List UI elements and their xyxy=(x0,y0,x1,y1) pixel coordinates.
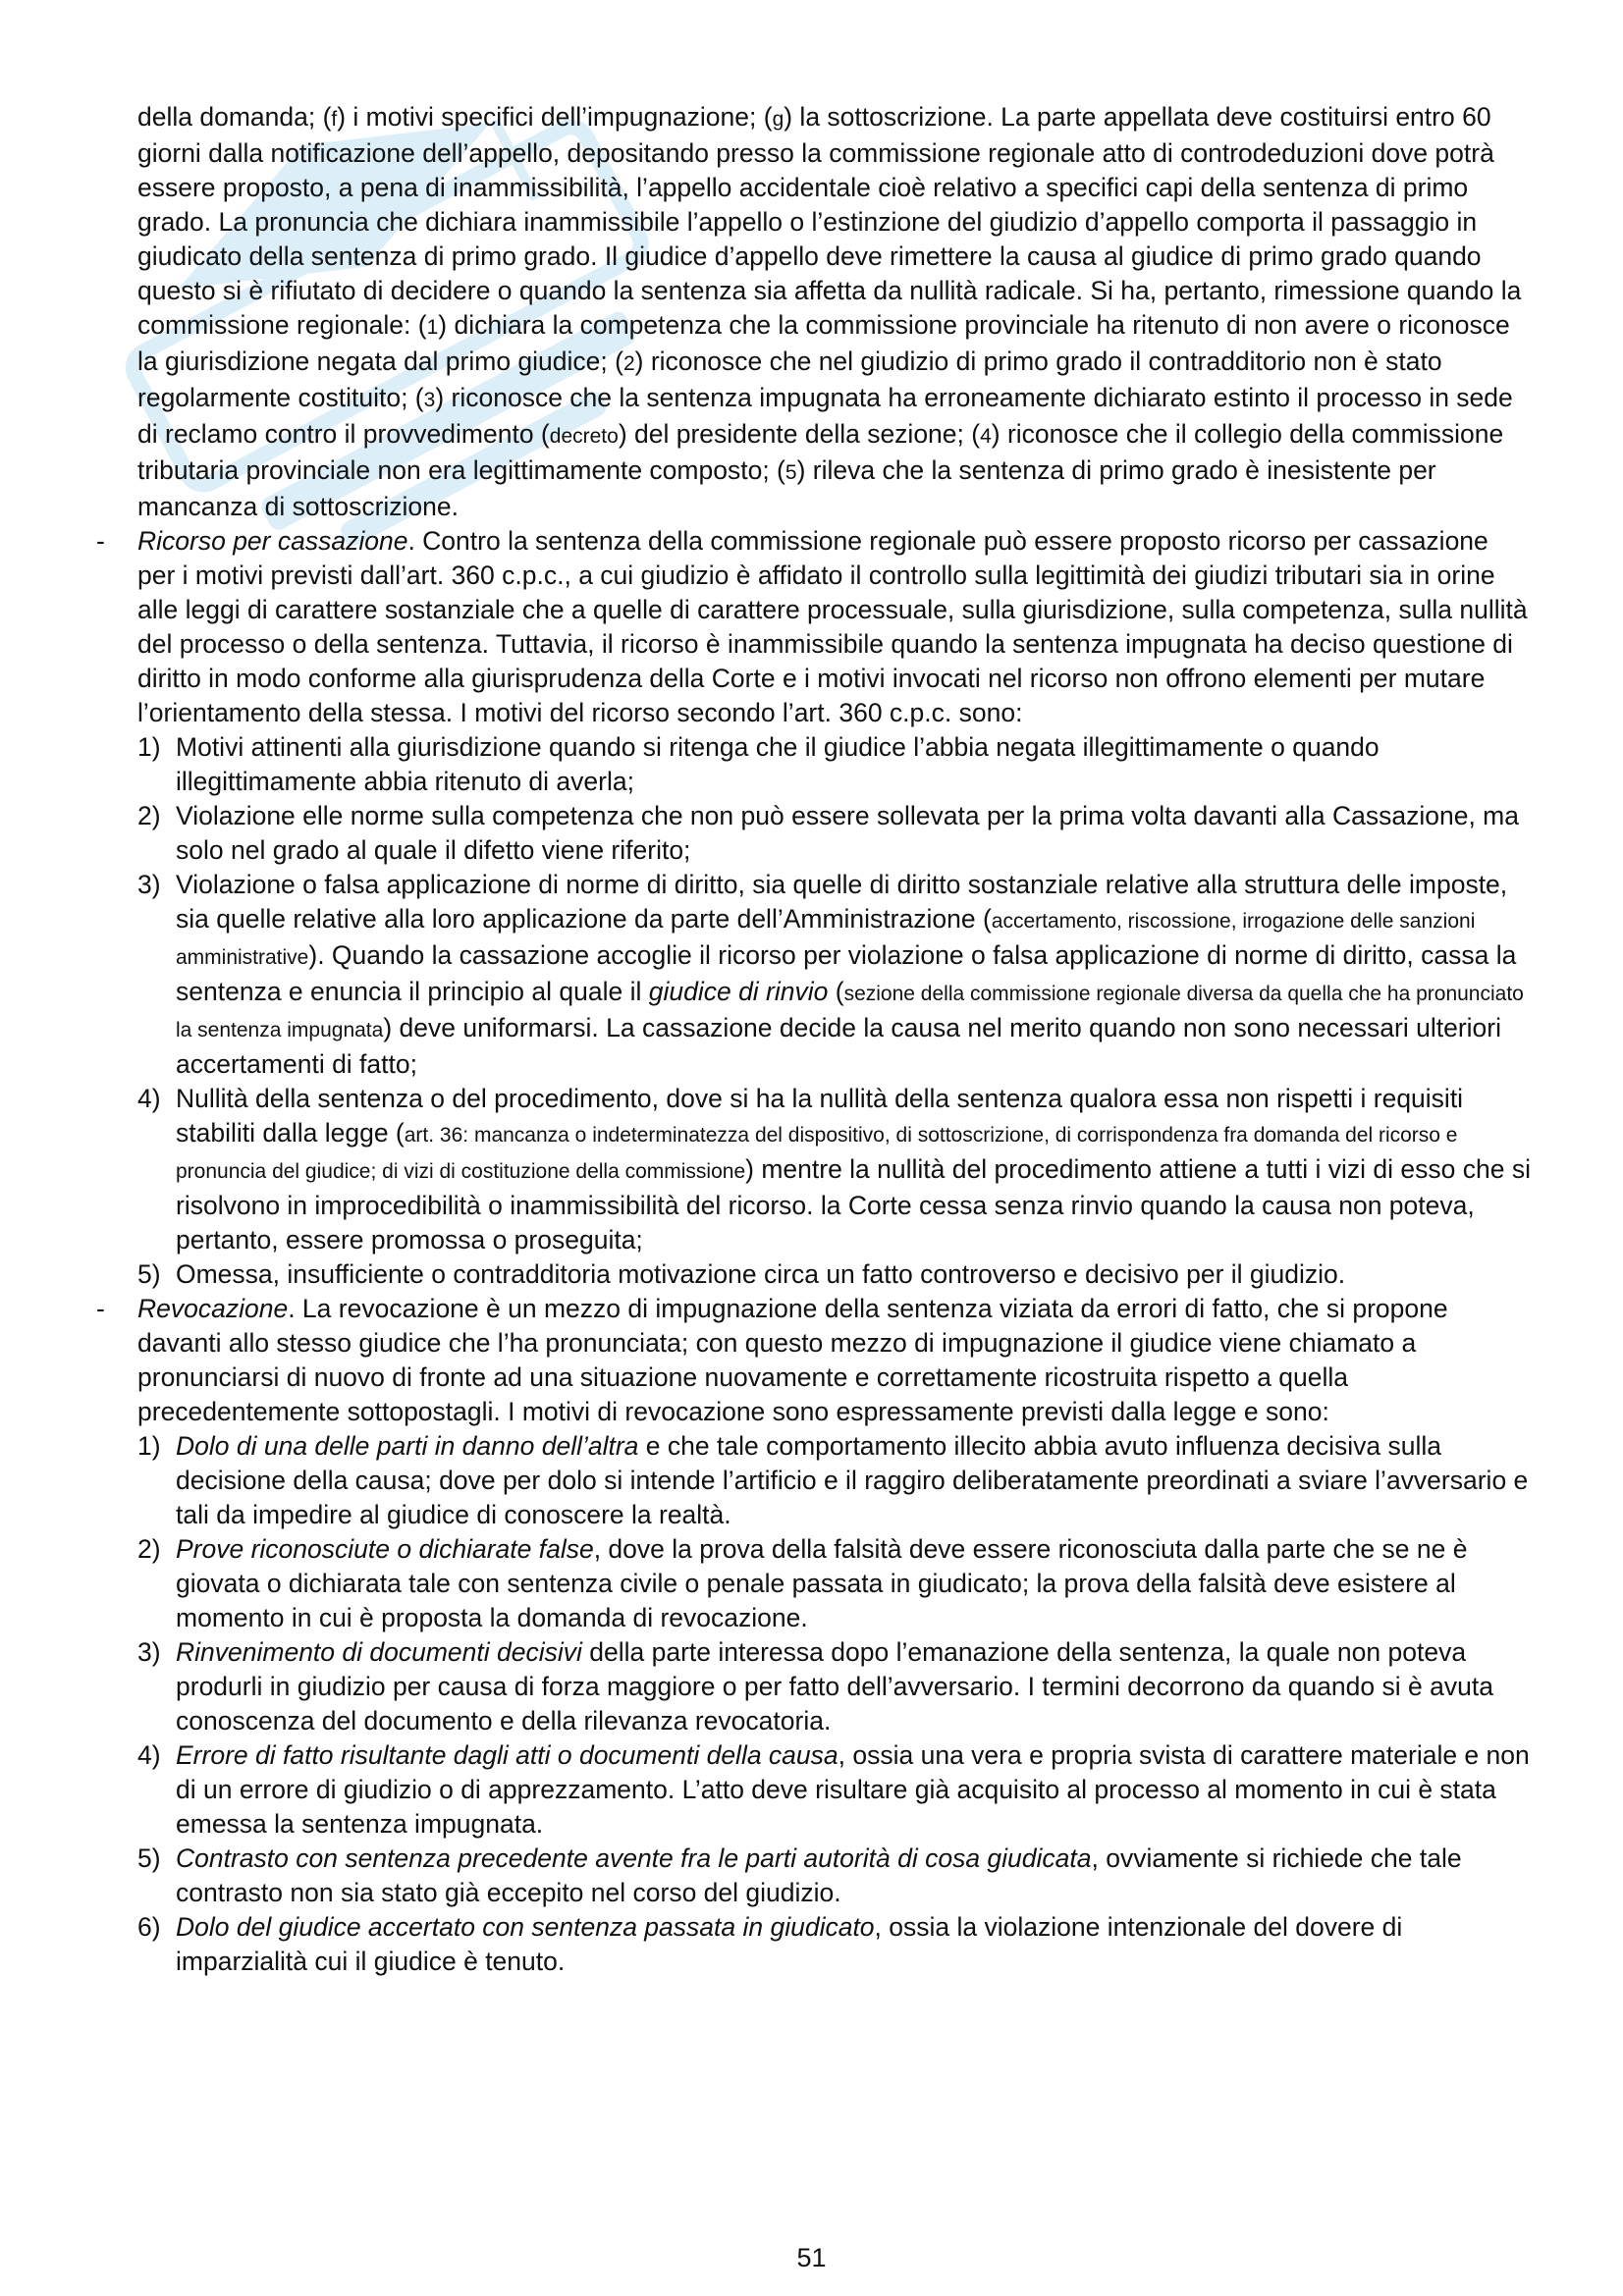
page-number: 51 xyxy=(796,2243,827,2272)
list-item: 1) Motivi attinenti alla giurisdizione quando si ritenga che il giudice l’abbia negata illegittimamente o quando illegittimamente abbia ritenuto di averla; xyxy=(137,732,1380,796)
section-title: Revocazione xyxy=(137,1294,289,1323)
revocazione-list xyxy=(137,1429,1532,1979)
bullet-dash: - xyxy=(96,526,105,556)
list-item: 6) Dolo del giudice accertato con sentenza passata in giudicato, ossia la violazione intenzionale del dovere di imparzialità cui il giudice è tenuto. xyxy=(137,1912,1403,1976)
list-item: 2) Prove riconosciute o dichiarate false, dove la prova della falsità deve essere riconosciuta dalla parte che se ne è giovata o dichiarata tale con sentenza civile o penale passata in giudicato; la prova della falsità deve esistere al momento in cui è proposta la domanda di revocazione. xyxy=(137,1534,1468,1632)
list-item: 1) Dolo di una delle parti in danno dell’altra e che tale comportamento illecito abbia avuto influenza decisiva sulla decisione della causa; dove per dolo si intende l’artificio e il raggiro deliberatamente preordinati a sviare l’avversario e tali da impedire al giudice di conoscere la realtà. xyxy=(137,1431,1529,1529)
section-revocazione xyxy=(96,1292,1532,1979)
document-body xyxy=(96,100,1532,1979)
list-item: 3) Rinvenimento di documenti decisivi della parte interessa dopo l’emanazione della sentenza, la quale non poteva produrli in giudizio per causa di forza maggiore o per fatto dell’avversario. I termini decorrono da quando si è avuta conoscenza del documento e della rilevanza revocatoria. xyxy=(137,1637,1493,1735)
list-item: 4) Nullità della sentenza o del procedimento, dove si ha la nullità della sentenza qualora essa non rispetti i requisiti stabiliti dalla legge (art. 36: mancanza o indeterminatezza del dispositivo, di sottoscrizione, di corrispondenza fra domanda del ricorso e pronuncia del giudice; di vizi di costituzione della commissione) mentre la nullità del procedimento attiene a tutti i vizi di esso che si risolvono in improcedibilità o inammissibilità del ricorso. la Corte cessa senza rinvio quando la causa non poteva, pertanto, essere promossa o proseguita; xyxy=(137,1084,1531,1255)
cassazione-list xyxy=(137,730,1532,1292)
section-title: Ricorso per cassazione xyxy=(137,526,408,556)
list-item: 2) Violazione elle norme sulla competenza che non può essere sollevata per la prima volta davanti alla Cassazione, ma solo nel grado al quale il difetto viene riferito; xyxy=(137,801,1519,865)
list-item: 4) Errore di fatto risultante dagli atti o documenti della causa, ossia una vera e propria svista di carattere materiale e non di un errore di giudizio o di apprezzamento. L’atto deve risultare già acquisito al processo al momento in cui è stata emessa la sentenza impugnata. xyxy=(137,1740,1530,1839)
list-item: 3) Violazione o falsa applicazione di norme di diritto, sia quelle di diritto sostanziale relative alla struttura delle imposte, sia quelle relative alla loro applicazione da parte dell’Amministrazione (accertamento, riscossione, irrogazione delle sanzioni amministrative). Quando la cassazione accoglie il ricorso per violazione o falsa applicazione di norme di diritto, cassa la sentenza e enuncia il principio al quale il giudice di rinvio (sezione della commissione regionale diversa da quella che ha pronunciato la sentenza impugnata) deve uniformarsi. La cassazione decide la causa nel merito quando non sono necessari ulteriori accertamenti di fatto; xyxy=(137,870,1524,1079)
list-item: 5) Omessa, insufficiente o contradditoria motivazione circa un fatto controverso e decisivo per il giudizio. xyxy=(137,1259,1346,1289)
cassazione-paragraph: Ricorso per cassazione. Contro la sentenza della commissione regionale può essere proposto ricorso per cassazione per i motivi previsti dall’art. 360 c.p.c., a cui giudizio è affidato il controllo sulla legittimità dei giudizi tributari sia in orine alle leggi di carattere sostanziale che a quelle di carattere processuale, sulla giurisdizione, sulla competenza, sulla nullità del processo o della sentenza. Tuttavia, il ricorso è inammissibile quando la sentenza impugnata ha deciso questione di diritto in modo conforme alla giurisprudenza della Corte e i motivi invocati nel ricorso non offrono elementi per mutare l’orientamento della stessa. I motivi del ricorso secondo l’art. 360 c.p.c. sono: xyxy=(137,526,1528,727)
intro-paragraph: della domanda; (f) i motivi specifici dell’impugnazione; (g) la sottoscrizione. La parte appellata deve costituirsi entro 60 giorni dalla notificazione dell’appello, depositando presso la commissione regionale atto di controdeduzioni dove potrà essere proposto, a pena di inammissibilità, l’appello accidentale cioè relativo a specifici capi della sentenza di primo grado. La pronuncia che dichiara inammissibile l’appello o l’estinzione del giudizio d’appello comporta il passaggio in giudicato della sentenza di primo grado. Il giudice d’appello deve rimettere la causa al giudice di primo grado quando questo si è rifiutato di decidere o quando la sentenza sia affetta da nullità radicale. Si ha, pertanto, rimessione quando la commissione regionale: (1) dichiara la competenza che la commissione provinciale ha ritenuto di non avere o riconosce la giurisdizione negata dal primo giudice; (2) riconosce che nel giudizio di primo grado il contradditorio non è stato regolarmente costituito; (3) riconosce che la sentenza impugnata ha erroneamente dichiarato estinto il processo in sede di reclamo contro il provvedimento (decreto) del presidente della sezione; (4) riconosce che il collegio della commissione tributaria provinciale non era legittimamente composto; (5) rileva che la sentenza di primo grado è inesistente per mancanza di sottoscrizione. xyxy=(137,102,1522,521)
bullet-dash: - xyxy=(96,1294,105,1323)
revocazione-paragraph: Revocazione. La revocazione è un mezzo di impugnazione della sentenza viziata da errori di fatto, che si propone davanti allo stesso giudice che l’ha pronunciata; con questo mezzo di impugnazione il giudice viene chiamato a pronunciarsi di nuovo di fronte ad una situazione nuovamente e correttamente ricostruita rispetto a quella precedentemente sottopostagli. I motivi di revocazione sono espressamente previsti dalla legge e sono: xyxy=(137,1294,1448,1426)
section-ricorso-cassazione xyxy=(96,524,1532,1292)
list-item: 5) Contrasto con sentenza precedente avente fra le parti autorità di cosa giudicata, ovviamente si richiede che tale contrasto non sia stato già eccepito nel corso del giudizio. xyxy=(137,1843,1462,1907)
